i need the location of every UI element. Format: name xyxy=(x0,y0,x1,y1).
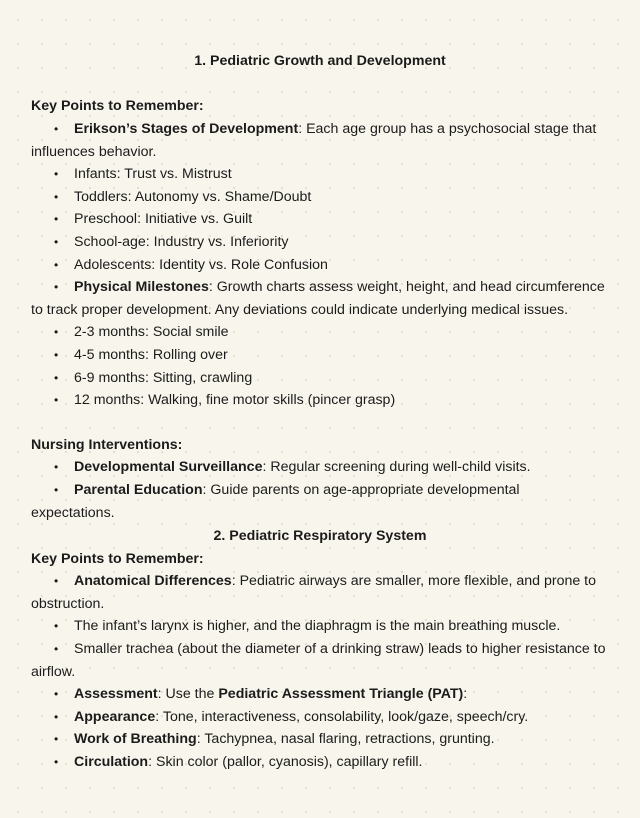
stage-text: Infants: Trust vs. Mistrust xyxy=(74,166,232,182)
text-physical-milestones: : Growth charts assess weight, height, and head circumference to track proper development. Any deviations could indicate underlying medical issues. xyxy=(31,279,605,318)
bullet-dot: • xyxy=(54,190,59,204)
bullet-milestone xyxy=(31,367,606,390)
nursing-interventions-heading: Nursing Interventions: xyxy=(31,437,183,453)
term-pat: Pediatric Assessment Triangle (PAT) xyxy=(218,686,464,702)
term-pat-item: Work of Breathing xyxy=(74,731,197,747)
stage-text: Adolescents: Identity vs. Role Confusion xyxy=(74,257,328,273)
bullet-dot: • xyxy=(54,258,59,272)
bullet-appearance xyxy=(31,706,606,729)
bullet-erikson xyxy=(31,118,606,163)
trachea-text: Smaller trachea (about the diameter of a drinking straw) leads to higher resistance to airflow. xyxy=(31,641,606,680)
bullet-dot: • xyxy=(54,687,59,701)
stage-text: Toddlers: Autonomy vs. Shame/Doubt xyxy=(74,189,312,205)
bullet-stage-adolescents xyxy=(31,254,606,277)
milestone-text: 6-9 months: Sitting, crawling xyxy=(74,370,253,386)
bullet-trachea xyxy=(31,638,606,683)
term-erikson: Erikson’s Stages of Development xyxy=(74,121,299,137)
bullet-dot: • xyxy=(54,710,59,724)
milestone-text: 12 months: Walking, fine motor skills (pincer grasp) xyxy=(74,392,396,408)
bullet-dot: • xyxy=(54,235,59,249)
term-intervention: Developmental Surveillance xyxy=(74,459,263,475)
bullet-dot: • xyxy=(54,619,59,633)
term-physical-milestones: Physical Milestones xyxy=(74,279,209,295)
bullet-stage-infants xyxy=(31,163,606,186)
key-points-heading: Key Points to Remember: xyxy=(31,551,204,567)
bullet-dot: • xyxy=(54,574,59,588)
bullet-anatomical-differences xyxy=(31,570,606,615)
bullet-parental-education xyxy=(31,479,606,524)
term-pat-item: Appearance xyxy=(74,709,156,725)
term-pat-item: Circulation xyxy=(74,754,149,770)
bullet-milestone xyxy=(31,389,606,412)
milestone-text: 4-5 months: Rolling over xyxy=(74,347,228,363)
bullet-larynx xyxy=(31,615,606,638)
bullet-dot: • xyxy=(54,167,59,181)
bullet-dot: • xyxy=(54,371,59,385)
section-1-title: 1. Pediatric Growth and Development xyxy=(194,53,446,69)
bullet-dot: • xyxy=(54,348,59,362)
text-assessment-end: : xyxy=(463,686,468,702)
term-anatomical-differences: Anatomical Differences xyxy=(74,573,232,589)
bullet-dot: • xyxy=(54,393,59,407)
bullet-dot: • xyxy=(54,460,59,474)
text-pat-item: : Skin color (pallor, cyanosis), capillary refill. xyxy=(148,754,423,770)
key-points-heading: Key Points to Remember: xyxy=(31,98,204,114)
bullet-stage-school-age xyxy=(31,231,606,254)
bullet-dot: • xyxy=(54,483,59,497)
text-erikson: : Each age group has a psychosocial stage that influences behavior. xyxy=(31,121,597,160)
term-assessment: Assessment xyxy=(74,686,158,702)
bullet-dot: • xyxy=(54,732,59,746)
term-intervention: Parental Education xyxy=(74,482,203,498)
larynx-text: The infant’s larynx is higher, and the diaphragm is the main breathing muscle. xyxy=(74,618,561,634)
bullet-developmental-surveillance xyxy=(31,456,606,479)
text-pat-item: : Tachypnea, nasal flaring, retractions, grunting. xyxy=(196,731,495,747)
bullet-physical-milestones xyxy=(31,276,606,321)
bullet-dot: • xyxy=(54,212,59,226)
bullet-milestone xyxy=(31,344,606,367)
text-assessment: : Use the xyxy=(157,686,219,702)
bullet-circulation xyxy=(31,751,606,774)
text-intervention: : Regular screening during well-child visits. xyxy=(262,459,531,475)
text-anatomical-differences: : Pediatric airways are smaller, more flexible, and prone to obstruction. xyxy=(31,573,597,612)
text-intervention: : Guide parents on age-appropriate developmental expectations. xyxy=(31,482,520,521)
milestone-text: 2-3 months: Social smile xyxy=(74,324,229,340)
bullet-stage-toddlers xyxy=(31,186,606,209)
bullet-work-of-breathing xyxy=(31,728,606,751)
stage-text: School-age: Industry vs. Inferiority xyxy=(74,234,289,250)
section-2-title: 2. Pediatric Respiratory System xyxy=(213,528,427,544)
bullet-dot: • xyxy=(54,755,59,769)
bullet-dot: • xyxy=(54,642,59,656)
text-pat-item: : Tone, interactiveness, consolability, look/gaze, speech/cry. xyxy=(155,709,529,725)
bullet-dot: • xyxy=(54,122,59,136)
bullet-dot: • xyxy=(54,325,59,339)
bullet-stage-preschool xyxy=(31,208,606,231)
stage-text: Preschool: Initiative vs. Guilt xyxy=(74,211,253,227)
bullet-assessment xyxy=(31,683,606,706)
bullet-dot: • xyxy=(54,280,59,294)
bullet-milestone xyxy=(31,321,606,344)
